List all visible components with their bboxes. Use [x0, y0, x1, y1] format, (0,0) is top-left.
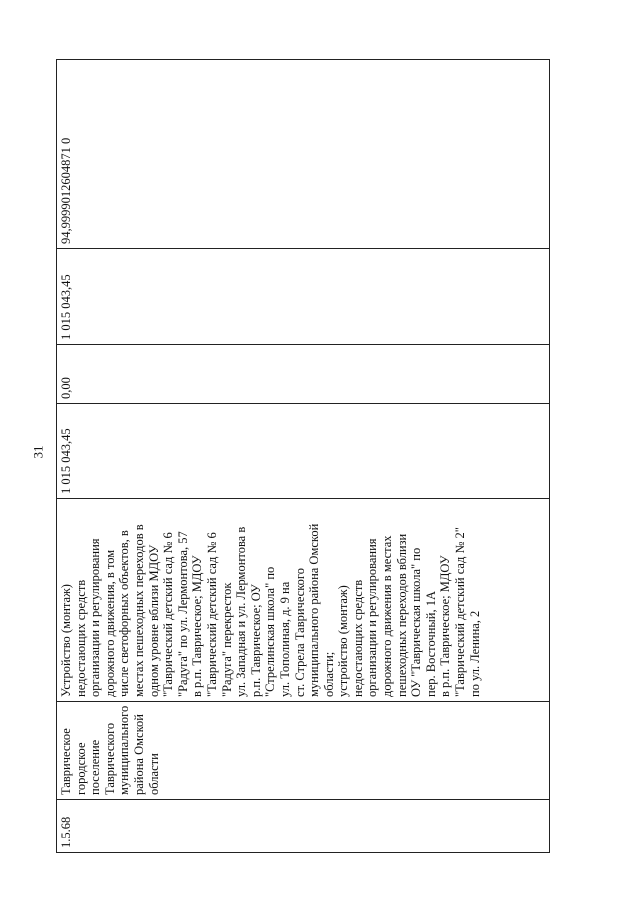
description-line: "Радуга" перекресток: [219, 582, 234, 697]
description-line: "Радуга" по ул. Лермонтова, 57: [175, 531, 190, 697]
municipality-line: Таврическое: [59, 728, 73, 795]
data-table: [56, 59, 550, 853]
description-line: недостающих средств: [73, 579, 88, 697]
municipality-line: Таврического: [102, 722, 117, 795]
description-line: местах пешеходных переходов в: [131, 524, 146, 697]
description-line: организации и регулирования: [365, 538, 380, 697]
description-line: Устройство (монтаж): [59, 584, 73, 697]
description-line: "Таврический детский сад № 6: [204, 532, 219, 697]
description-line: р.п. Таврическое; ОУ: [248, 584, 263, 697]
description-line: ст. Стрела Таврического: [292, 568, 307, 697]
description-line: по ул. Ленина, 2: [467, 610, 482, 697]
description-line: ОУ "Таврическая школа" по: [409, 547, 424, 697]
amount-1-cell: 1 015 043,45: [57, 404, 550, 499]
description-line: в р.п. Таврическое; МДОУ: [438, 555, 453, 697]
description-line: муниципального района Омской: [307, 523, 322, 697]
description-line: устройство (монтаж): [336, 585, 351, 697]
table-row: [57, 60, 550, 853]
description-line: "Стрелинская школа" по: [263, 566, 278, 697]
percent-cell: 94,9999012604871 0: [57, 60, 550, 249]
description-line: "Таврический детский сад № 6: [161, 532, 176, 697]
description-line: недостающих средств: [350, 579, 365, 697]
description-line: пер. Восточный, 1А: [423, 591, 438, 697]
description-line: в р.п. Таврическое; МДОУ: [190, 555, 205, 697]
description-cell: [57, 499, 550, 702]
description-line: ул. Западная и ул. Лермонтова в: [234, 526, 249, 697]
description-line: числе светофорных объектов, в: [117, 530, 132, 697]
municipality-line: района Омской: [131, 714, 146, 795]
rotated-table-frame: [56, 60, 557, 853]
description-line: "Таврический детский сад № 2": [453, 527, 468, 697]
description-line: дорожного движения в местах: [380, 535, 395, 697]
municipality-cell: [57, 702, 550, 800]
municipality-line: области: [146, 753, 161, 795]
description-line: области;: [321, 651, 336, 697]
municipality-line: муниципального: [117, 705, 132, 795]
municipality-line: городское: [73, 742, 88, 795]
amount-3-cell: 1 015 043,45: [57, 249, 550, 345]
description-line: одном уровне вблизи МДОУ: [146, 544, 161, 697]
description-line: организации и регулирования: [88, 538, 103, 697]
description-line: ул. Тополиная, д. 9 на: [277, 581, 292, 697]
description-line: пешеходных переходов вблизи: [394, 533, 409, 697]
table-container: [56, 60, 557, 853]
municipality-line: поселение: [88, 739, 103, 795]
amount-2-cell: 0,00: [57, 345, 550, 404]
description-line: дорожного движения, в том: [102, 549, 117, 697]
row-index: 1.5.68: [57, 800, 550, 853]
page-number: 31: [30, 445, 46, 459]
